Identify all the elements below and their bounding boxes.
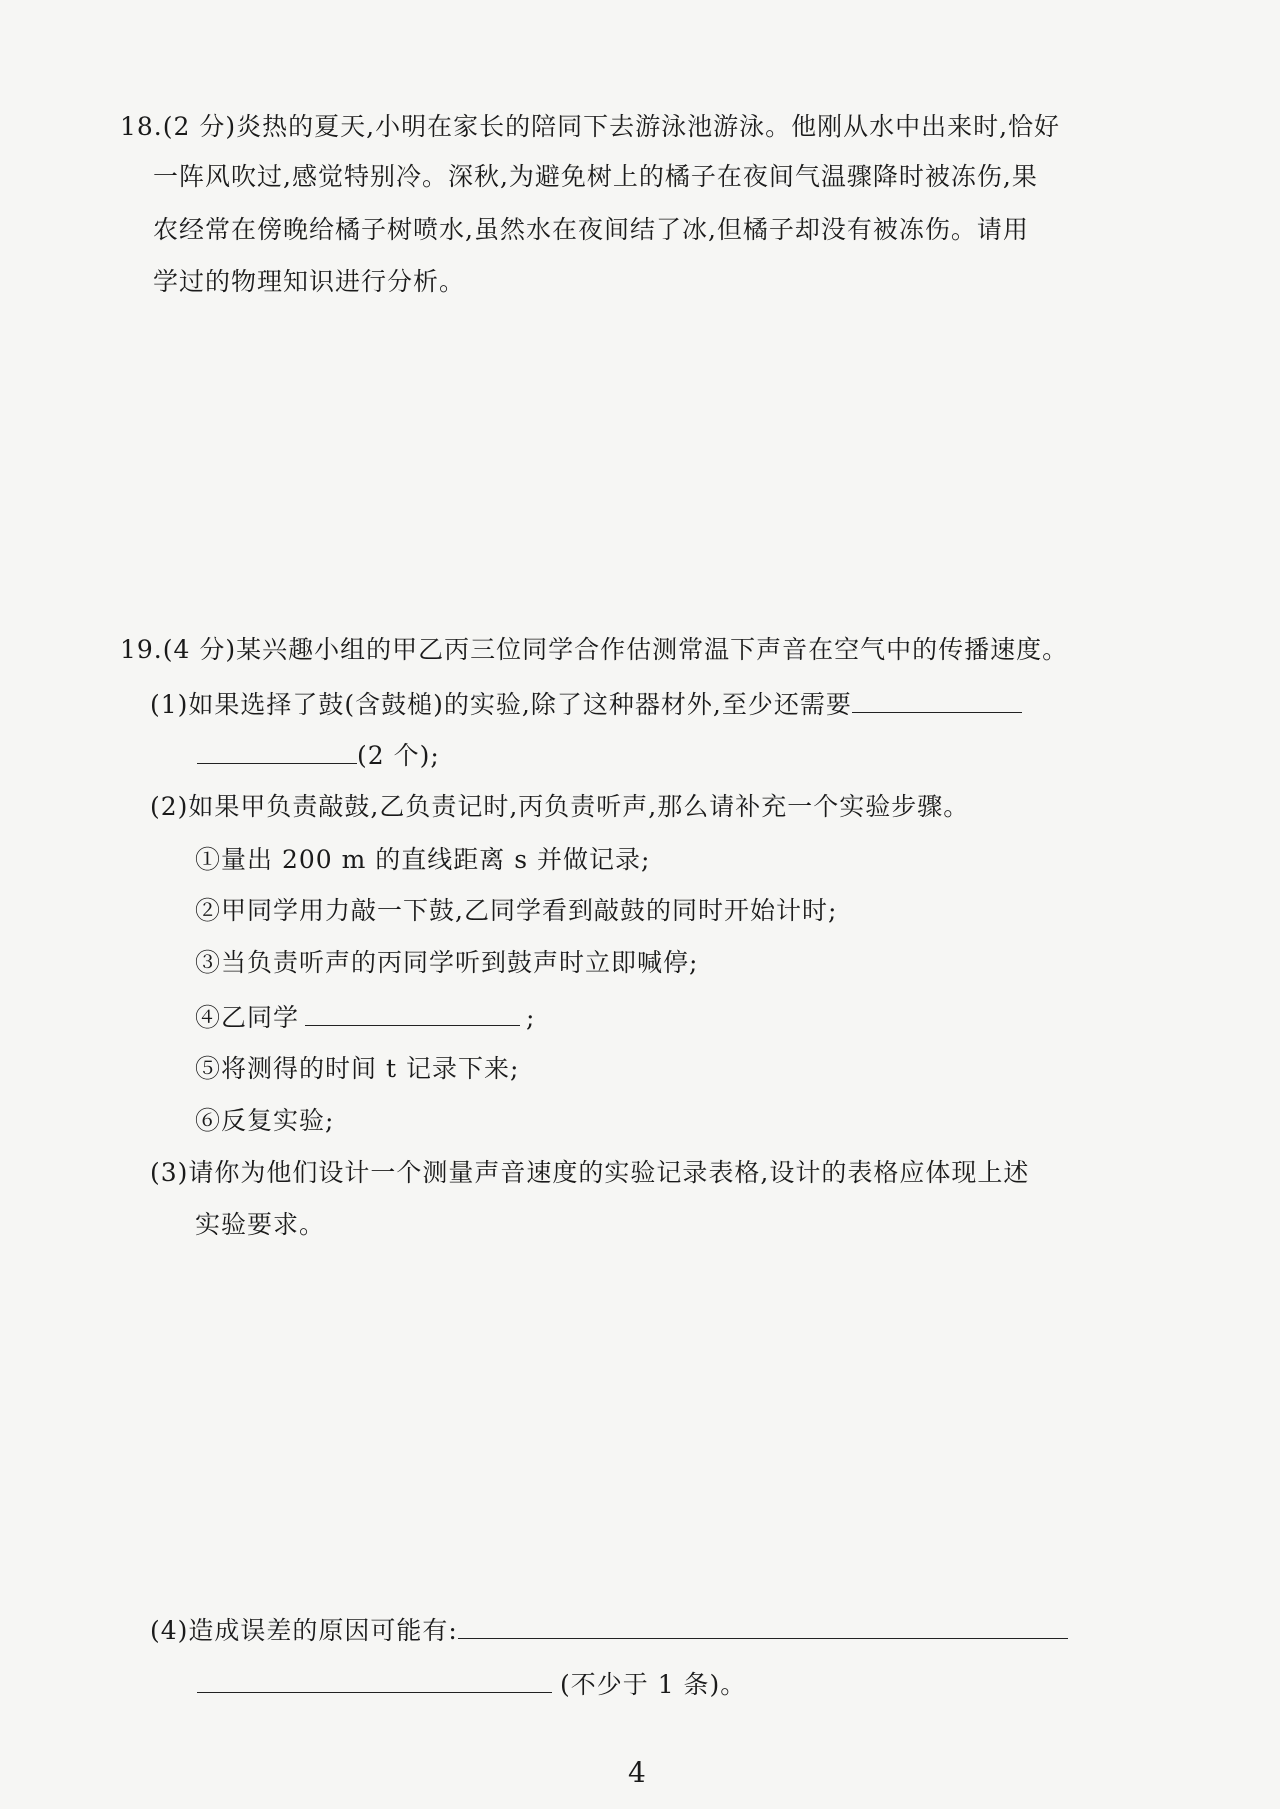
q19-part3-line1: (3)请你为他们设计一个测量声音速度的实验记录表格,设计的表格应体现上述	[150, 1158, 1030, 1187]
q19-part4-line1	[150, 1612, 1068, 1648]
q19-part4-text: (4)造成误差的原因可能有:	[150, 1616, 458, 1645]
q19-part3-line2: 实验要求。	[195, 1210, 326, 1239]
q19-step-3: ③当负责听声的丙同学听到鼓声时立即喊停;	[195, 948, 699, 977]
q18-line-4: 学过的物理知识进行分析。	[153, 267, 466, 296]
q19-part1-line1	[150, 686, 1022, 722]
q19-part1-text: (1)如果选择了鼓(含鼓槌)的实验,除了这种器材外,至少还需要	[150, 690, 852, 719]
answer-blank-error-cause-a[interactable]	[458, 1612, 1068, 1639]
q19-step4-suffix: ;	[526, 1003, 536, 1032]
q19-step4-prefix: ④乙同学	[195, 1003, 300, 1032]
answer-blank-equipment-a[interactable]	[852, 686, 1022, 713]
q18-line-2: 一阵风吹过,感觉特别冷。深秋,为避免树上的橘子在夜间气温骤降时被冻伤,果	[153, 162, 1038, 191]
q19-part4-suffix: (不少于 1 条)。	[560, 1670, 747, 1699]
q19-part4-line2	[197, 1666, 746, 1702]
answer-blank-error-cause-b[interactable]	[197, 1666, 552, 1693]
q18-line-3: 农经常在傍晚给橘子树喷水,虽然水在夜间结了冰,但橘子却没有被冻伤。请用	[153, 215, 1029, 244]
q19-part1-line2	[197, 737, 440, 773]
q19-step-1: ①量出 200 m 的直线距离 s 并做记录;	[195, 845, 651, 874]
answer-blank-step4[interactable]	[305, 999, 520, 1026]
q19-part2: (2)如果甲负责敲鼓,乙负责记时,丙负责听声,那么请补充一个实验步骤。	[150, 792, 970, 821]
page-number: 4	[628, 1756, 646, 1789]
q19-step-5: ⑤将测得的时间 t 记录下来;	[195, 1054, 520, 1083]
q19-part1-suffix: (2 个);	[357, 741, 440, 770]
q19-step-4	[195, 999, 535, 1035]
answer-blank-equipment-b[interactable]	[197, 737, 357, 764]
q19-intro: 19.(4 分)某兴趣小组的甲乙丙三位同学合作估测常温下声音在空气中的传播速度。	[120, 635, 1069, 664]
q18-line-1: 18.(2 分)炎热的夏天,小明在家长的陪同下去游泳池游泳。他刚从水中出来时,恰好	[120, 112, 1061, 141]
q19-step-2: ②甲同学用力敲一下鼓,乙同学看到敲鼓的同时开始计时;	[195, 896, 838, 925]
q19-step-6: ⑥反复实验;	[195, 1106, 335, 1135]
